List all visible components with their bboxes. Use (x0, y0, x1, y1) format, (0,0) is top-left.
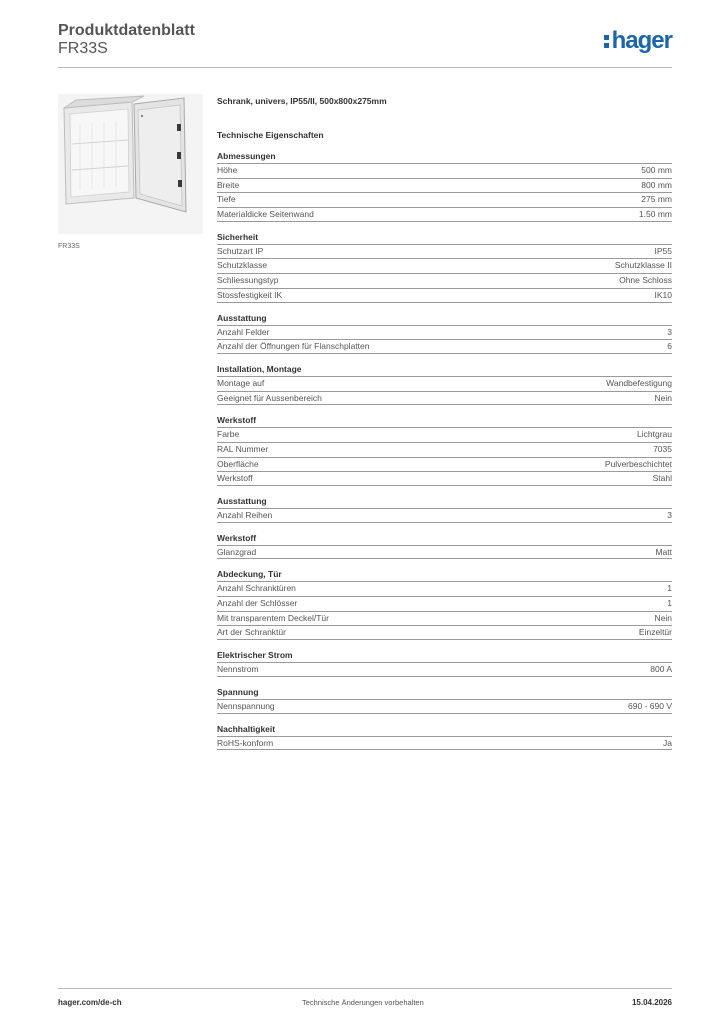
spec-label: Stossfestigkeit IK (217, 289, 283, 300)
spec-value: 500 mm (641, 165, 672, 175)
spec-label: Schutzklasse (217, 260, 268, 271)
logo-dots-icon (604, 35, 609, 48)
spec-label: Farbe (217, 429, 240, 440)
spec-value: Nein (654, 392, 672, 403)
spec-row (217, 178, 672, 193)
spec-value: 1 (667, 583, 672, 594)
spec-row (217, 391, 672, 406)
document-title: Produktdatenblatt (58, 22, 195, 39)
spec-label: Montage auf (217, 377, 265, 388)
spec-label: Nennstrom (217, 664, 259, 675)
spec-row (217, 611, 672, 626)
spec-value: 3 (667, 510, 672, 520)
spec-label: Materialdicke Seitenwand (217, 209, 314, 220)
spec-value: Nein (654, 612, 672, 623)
product-description: Schrank, univers, IP55/II, 500x800x275mm (217, 96, 387, 106)
spec-group (217, 415, 672, 486)
spec-row (217, 376, 672, 391)
group-title: Abdeckung, Tür (217, 569, 282, 580)
spec-value: 800 A (650, 664, 672, 675)
spec-value: Stahl (652, 473, 672, 484)
spec-row (217, 471, 672, 486)
header-divider (58, 67, 672, 68)
spec-label: Anzahl Reihen (217, 510, 273, 520)
spec-value: 3 (667, 326, 672, 337)
spec-value: Matt (655, 546, 672, 557)
spec-label: Tiefe (217, 194, 236, 205)
spec-groups (217, 151, 672, 750)
spec-group (217, 533, 672, 560)
electrical-cabinet-icon (58, 94, 203, 234)
spec-value: 1.50 mm (638, 209, 672, 220)
spec-value: 7035 (653, 443, 672, 454)
spec-label: Schutzart IP (217, 245, 264, 256)
group-title: Abmessungen (217, 151, 276, 161)
spec-value: 800 mm (641, 179, 672, 190)
spec-row (217, 581, 672, 596)
section-heading: Technische Eigenschaften (217, 130, 324, 140)
group-title: Installation, Montage (217, 363, 302, 374)
spec-group (217, 364, 672, 405)
spec-value: 1 (667, 598, 672, 609)
spec-value: Wandbefestigung (606, 377, 672, 388)
spec-label: Anzahl Felder (217, 326, 270, 337)
spec-row (217, 273, 672, 288)
spec-row (217, 339, 672, 354)
group-title: Ausstattung (217, 496, 267, 506)
spec-group (217, 151, 672, 222)
spec-row (217, 545, 672, 560)
spec-group (217, 232, 672, 303)
spec-value: Schutzklasse II (614, 260, 672, 271)
group-title: Elektrischer Strom (217, 650, 293, 661)
spec-label: Mit transparentem Deckel/Tür (217, 612, 329, 623)
spec-value: Ohne Schloss (619, 275, 672, 286)
spec-row (217, 207, 672, 222)
footer-date: 15.04.2026 (631, 998, 672, 1007)
spec-row (217, 596, 672, 611)
group-title: Ausstattung (217, 312, 267, 323)
hager-logo (604, 28, 672, 54)
spec-label: Anzahl der Schlösser (217, 598, 298, 609)
spec-group (217, 496, 672, 523)
footer-divider (58, 988, 672, 989)
spec-label: Werkstoff (217, 473, 253, 484)
footer-website: hager.com/de-ch (58, 998, 122, 1007)
spec-row (217, 699, 672, 714)
spec-value: IK10 (654, 289, 672, 300)
spec-label: RAL Nummer (217, 443, 269, 454)
group-title: Werkstoff (217, 532, 257, 543)
product-code: FR33S (58, 40, 108, 57)
group-title: Spannung (217, 686, 259, 697)
spec-value: IP55 (654, 245, 672, 256)
spec-row (217, 662, 672, 677)
spec-value: 6 (667, 341, 672, 352)
spec-row (217, 192, 672, 207)
spec-group (217, 724, 672, 751)
spec-row (217, 325, 672, 340)
spec-group (217, 313, 672, 354)
spec-value: 275 mm (641, 194, 672, 205)
group-title: Sicherheit (217, 231, 259, 242)
spec-row (217, 736, 672, 751)
document-header (58, 22, 195, 58)
product-image (58, 94, 203, 234)
spec-row (217, 288, 672, 303)
spec-value: Lichtgrau (637, 429, 672, 440)
footer-notice: Technische Änderungen vorbehalten (302, 998, 424, 1007)
spec-label: Anzahl Schranktüren (217, 583, 296, 594)
spec-label: Schliessungstyp (217, 275, 279, 286)
spec-row (217, 508, 672, 523)
spec-value: Pulverbeschichtet (604, 458, 672, 469)
spec-row (217, 163, 672, 178)
spec-row (217, 244, 672, 259)
spec-group (217, 569, 672, 640)
spec-value: 690 - 690 V (628, 700, 672, 711)
logo-text: hager (611, 27, 672, 54)
spec-row (217, 427, 672, 442)
image-caption: FR33S (58, 243, 80, 250)
group-title: Werkstoff (217, 415, 257, 426)
spec-group (217, 650, 672, 677)
spec-label: Nennspannung (217, 700, 275, 711)
spec-label: Höhe (217, 165, 238, 175)
spec-group (217, 687, 672, 714)
spec-label: Glanzgrad (217, 546, 257, 557)
spec-row (217, 457, 672, 472)
spec-value: Einzeltür (638, 627, 672, 638)
spec-row (217, 258, 672, 273)
spec-label: Breite (217, 179, 240, 190)
spec-row (217, 442, 672, 457)
spec-value: Ja (663, 737, 672, 748)
spec-label: Geeignet für Aussenbereich (217, 392, 322, 403)
spec-label: Art der Schranktür (217, 627, 286, 638)
spec-label: RoHS-konform (217, 737, 274, 748)
spec-label: Anzahl der Öffnungen für Flanschplatten (217, 341, 370, 352)
group-title: Nachhaltigkeit (217, 723, 276, 734)
spec-label: Oberfläche (217, 458, 259, 469)
spec-sheet (217, 96, 672, 750)
spec-row (217, 625, 672, 640)
